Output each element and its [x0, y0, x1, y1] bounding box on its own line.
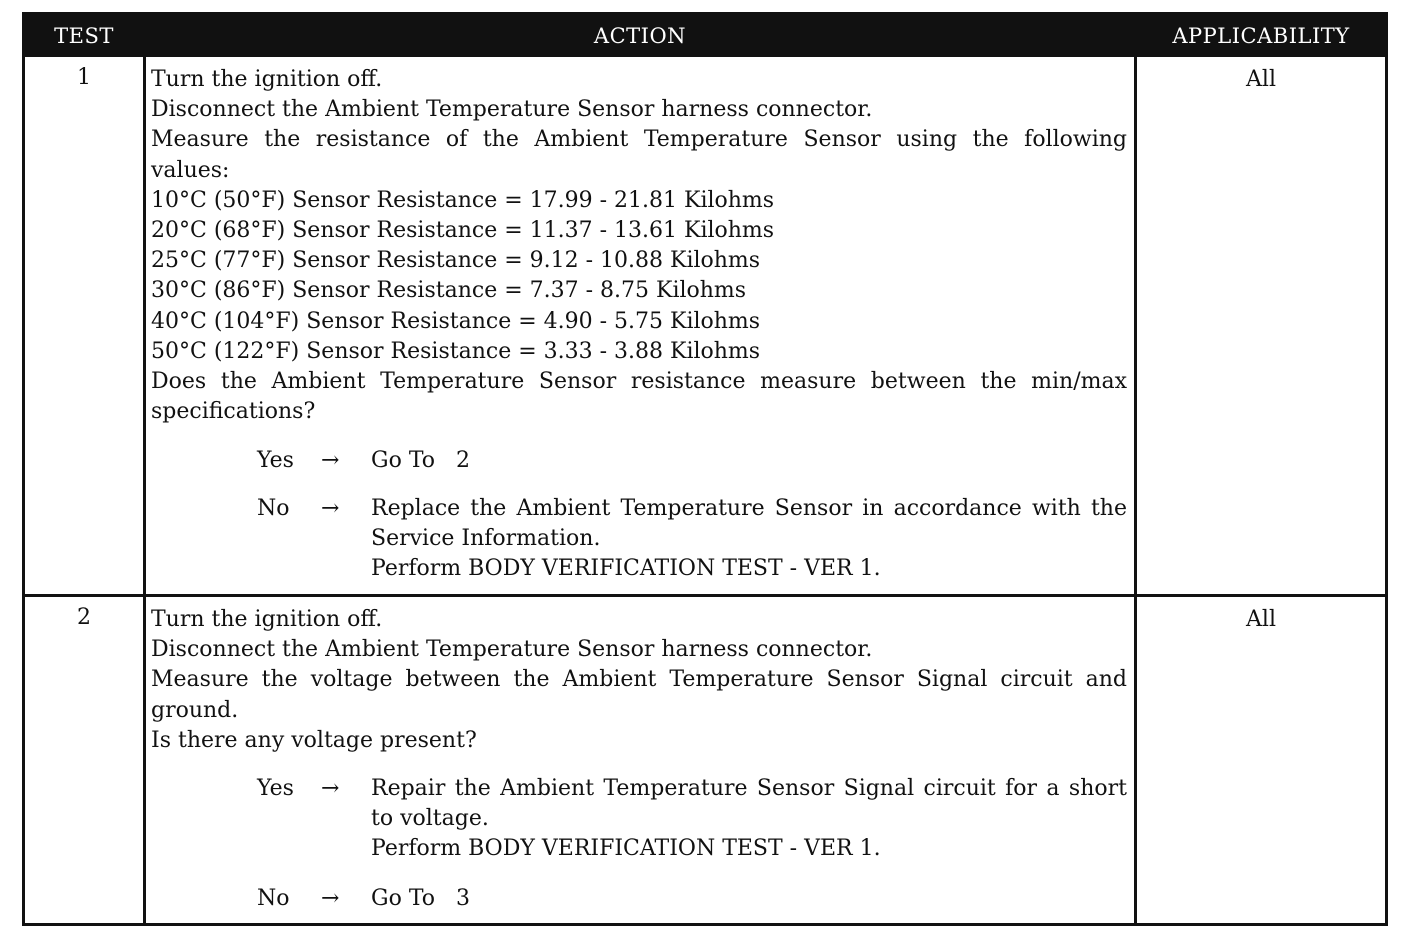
- spec-line: 25°C (77°F) Sensor Resistance = 9.12 - 10.88 Kilohms: [151, 248, 761, 274]
- action-line: Measure the voltage between the Ambient Temperature Sensor Signal circuit and ground.: [151, 667, 1127, 723]
- answer-label: Yes: [257, 448, 294, 474]
- answer-text: Perform BODY VERIFICATION TEST - VER 1.: [371, 836, 881, 862]
- action-line: Turn the ignition off.: [151, 607, 383, 632]
- answer-text: Go To 2: [371, 448, 470, 474]
- answer-text: Go To 3: [371, 885, 470, 911]
- header-action: ACTION: [593, 24, 687, 48]
- action-line: Disconnect the Ambient Temperature Sensor harness connector.: [151, 97, 873, 123]
- applicability-cell: All: [1246, 607, 1276, 632]
- spec-line: 30°C (86°F) Sensor Resistance = 7.37 - 8.75 Kilohms: [151, 278, 747, 304]
- question-line: Is there any voltage present?: [151, 727, 477, 753]
- test-table: [22, 12, 1388, 926]
- spec-line: 50°C (122°F) Sensor Resistance = 3.33 - 3.88 Kilohms: [151, 338, 761, 364]
- action-line: Measure the resistance of the Ambient Temperature Sensor using the following values:: [151, 127, 1127, 183]
- header-applicability: APPLICABILITY: [1172, 24, 1350, 48]
- arrow-icon: →: [321, 448, 340, 474]
- question-line: Does the Ambient Temperature Sensor resistance measure between the min/max specifications?: [151, 369, 1127, 425]
- test-number: 2: [77, 605, 91, 630]
- answer-text: Perform BODY VERIFICATION TEST - VER 1.: [371, 556, 881, 582]
- spec-line: 20°C (68°F) Sensor Resistance = 11.37 - 13.61 Kilohms: [151, 218, 775, 244]
- test-number: 1: [77, 65, 91, 90]
- arrow-icon: →: [321, 776, 340, 802]
- answer-no: [151, 494, 1127, 585]
- table-header: [25, 15, 1385, 57]
- action-line: Disconnect the Ambient Temperature Sensor harness connector.: [151, 637, 873, 663]
- spec-line: 40°C (104°F) Sensor Resistance = 4.90 - 5.75 Kilohms: [151, 308, 761, 334]
- arrow-icon: →: [321, 885, 340, 911]
- action-cell: [151, 65, 1127, 584]
- answer-text: Repair the Ambient Temperature Sensor Signal circuit for a short to voltage.: [371, 776, 1127, 832]
- answer-text: Replace the Ambient Temperature Sensor in accordance with the Service Information.: [371, 495, 1127, 551]
- answer-label: No: [257, 885, 290, 911]
- answer-yes: [151, 446, 1127, 476]
- action-line: Turn the ignition off.: [151, 67, 383, 92]
- applicability-cell: All: [1246, 67, 1276, 92]
- action-cell: [151, 605, 1127, 914]
- table-row: [25, 597, 1385, 923]
- header-test: TEST: [54, 24, 114, 48]
- answer-no: [151, 884, 1127, 914]
- arrow-icon: →: [321, 495, 340, 521]
- answer-yes: [151, 774, 1127, 865]
- answer-label: Yes: [257, 776, 294, 802]
- spec-line: 10°C (50°F) Sensor Resistance = 17.99 - 21.81 Kilohms: [151, 187, 775, 213]
- table-row: [25, 57, 1385, 594]
- answer-label: No: [257, 495, 290, 521]
